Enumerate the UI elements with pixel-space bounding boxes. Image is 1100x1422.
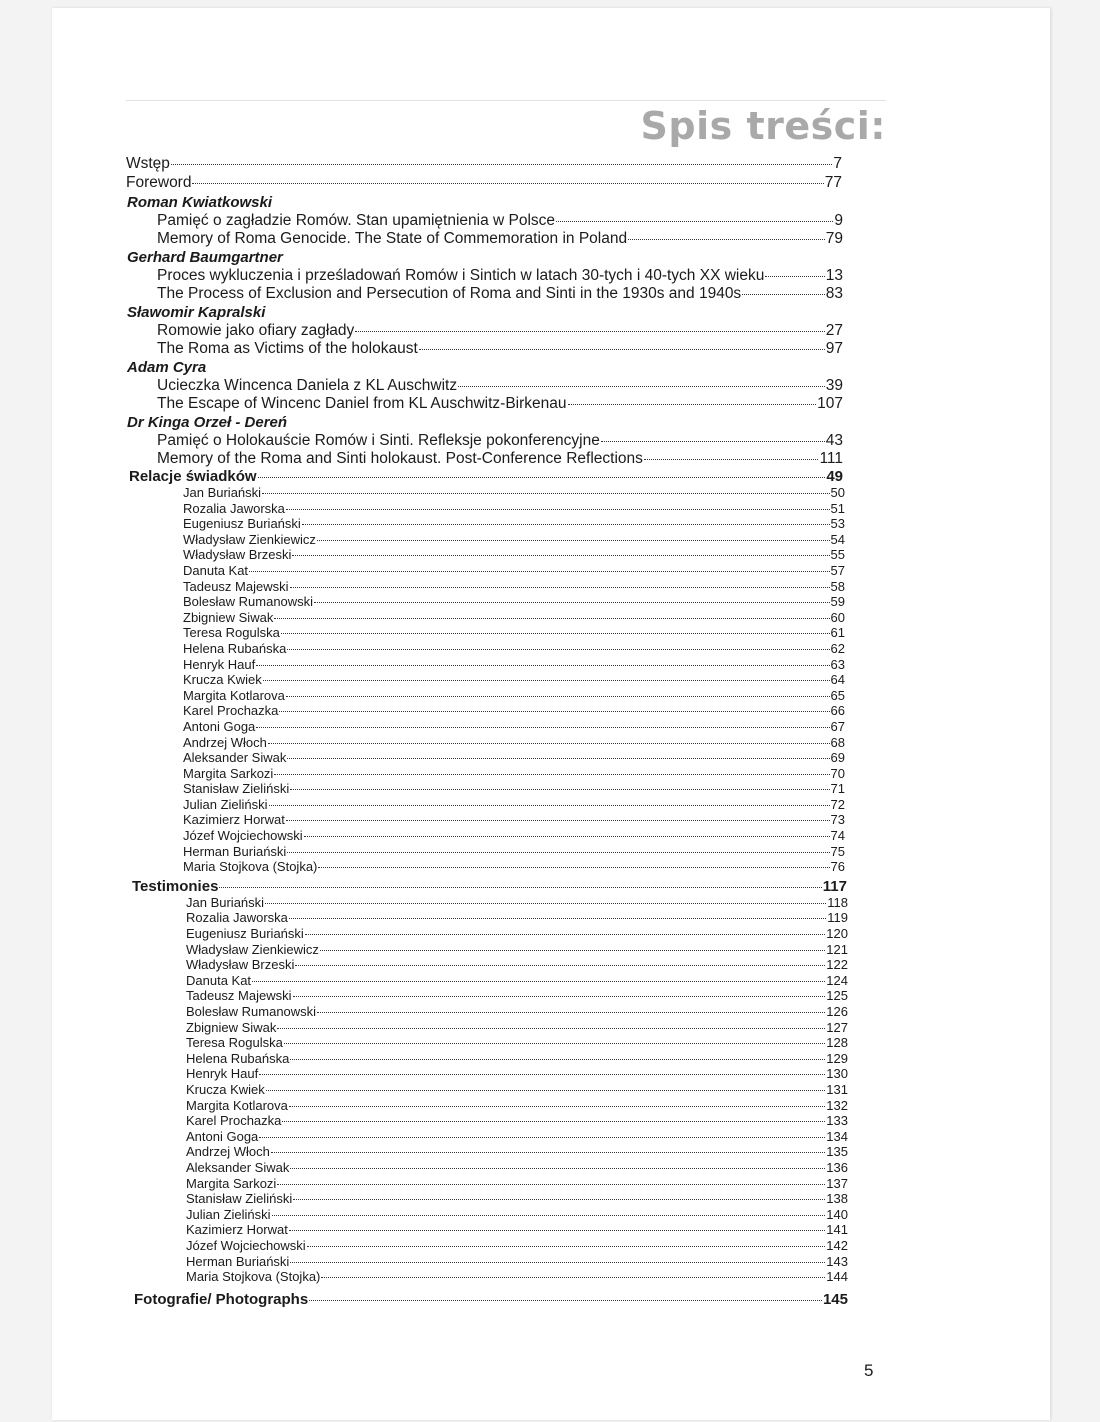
entry-label: Władysław Brzeski (183, 547, 292, 563)
dot-leader (277, 1028, 825, 1029)
toc-subentry (186, 1269, 848, 1285)
toc-subentry (183, 703, 845, 719)
entry-label: Herman Buriański (186, 1253, 290, 1269)
entry-page: 120 (826, 926, 848, 942)
entry-page: 61 (830, 625, 845, 641)
entry-label: Eugeniusz Buriański (183, 516, 301, 532)
entry-label: Tadeusz Majewski (186, 988, 292, 1004)
toc-subentry (186, 988, 848, 1004)
entry-label: Władysław Brzeski (186, 957, 295, 973)
entry-page: 135 (826, 1144, 848, 1160)
dot-leader (289, 918, 826, 919)
entry-page: 129 (826, 1050, 848, 1066)
toc-entry (126, 154, 842, 173)
page-title: Spis treści: (640, 104, 886, 148)
entry-page: 128 (826, 1035, 848, 1051)
dot-leader (289, 1230, 825, 1231)
toc-section-photographs (134, 1291, 848, 1308)
section-page: 117 (822, 877, 847, 895)
entry-page: 77 (824, 174, 842, 191)
entry-page: 126 (826, 1004, 848, 1019)
entry-label: Tadeusz Majewski (183, 578, 289, 594)
toc-subentry (186, 1176, 848, 1192)
entry-label: Józef Wojciechowski (186, 1237, 306, 1253)
toc-subentry (186, 1082, 848, 1098)
section-label: Fotografie/ Photographs (134, 1290, 309, 1308)
toc-entry (157, 377, 843, 395)
entry-page: 58 (830, 578, 845, 594)
dot-leader (272, 1215, 826, 1216)
toc-subentry (186, 910, 848, 926)
toc-subentry (183, 641, 845, 657)
entry-page: 66 (830, 703, 845, 719)
dot-leader (302, 524, 830, 525)
entry-label: Stanisław Zieliński (186, 1191, 293, 1207)
dot-leader (262, 493, 829, 494)
toc-subentry (183, 828, 845, 844)
entry-label: Danuta Kat (183, 562, 249, 578)
dot-leader (266, 1090, 826, 1091)
dot-leader (252, 981, 825, 982)
dot-leader (568, 404, 817, 405)
dot-leader (287, 649, 829, 650)
dot-leader (287, 758, 829, 759)
toc-subentry (186, 957, 848, 973)
entry-page: 134 (826, 1128, 848, 1144)
entry-label: The Process of Exclusion and Persecution of Roma and Sinti in the 1930s and 1940s (157, 284, 742, 302)
dot-leader (317, 540, 830, 541)
toc-entry (157, 285, 843, 303)
dot-leader (219, 887, 821, 888)
dot-leader (556, 221, 833, 222)
toc-subentry (183, 532, 845, 548)
entry-page: 136 (826, 1159, 848, 1175)
entry-page: 60 (830, 609, 845, 625)
testimonies-list (0, 895, 1100, 1285)
entry-label: Zbigniew Siwak (186, 1019, 277, 1035)
dot-leader (644, 459, 819, 460)
entry-page: 127 (826, 1019, 848, 1035)
entry-page: 54 (830, 531, 845, 547)
entry-page: 70 (830, 765, 845, 781)
dot-leader (290, 1262, 825, 1263)
dot-leader (292, 555, 829, 556)
dot-leader (259, 1074, 825, 1075)
toc-entry (157, 340, 843, 358)
toc-subentry (183, 547, 845, 563)
entry-page: 121 (826, 941, 848, 957)
author-name: Dr Kinga Orzeł - Dereń (127, 414, 288, 431)
entry-page: 75 (830, 843, 845, 859)
top-divider (126, 100, 886, 101)
entry-label: Memory of the Roma and Sinti holokaust. Post-Conference Reflections (157, 449, 643, 467)
entry-label: Zbigniew Siwak (183, 609, 274, 625)
dot-leader (256, 665, 829, 666)
toc-subentry (186, 1238, 848, 1254)
toc-subentry (183, 563, 845, 579)
dot-leader (290, 1168, 825, 1169)
dot-leader (458, 386, 825, 387)
toc-section-testimonies (132, 878, 847, 895)
dot-leader (286, 509, 830, 510)
entry-page: 118 (827, 894, 848, 910)
dot-leader (419, 349, 825, 350)
dot-leader (282, 1121, 825, 1122)
dot-leader (317, 1012, 825, 1013)
entry-page: 83 (825, 284, 843, 302)
dot-leader (290, 1059, 825, 1060)
toc-subentry (183, 516, 845, 532)
entry-label: Antoni Goga (183, 718, 256, 734)
entry-label: Kazimierz Horwat (183, 812, 285, 828)
dot-leader (268, 743, 830, 744)
entry-page: 132 (826, 1097, 848, 1113)
entry-page: 63 (830, 656, 845, 672)
dot-leader (628, 239, 825, 240)
dot-leader (321, 1277, 825, 1278)
toc-subentry (183, 844, 845, 860)
entry-label: Herman Buriański (183, 843, 287, 859)
entry-page: 141 (826, 1222, 848, 1238)
toc-subentry (183, 672, 845, 688)
author-name: Sławomir Kapralski (127, 304, 266, 321)
toc-subentry (186, 1160, 848, 1176)
entry-page: 69 (830, 750, 845, 766)
toc-subentry (183, 735, 845, 751)
entry-label: Jan Buriański (186, 894, 265, 910)
toc-entry (157, 267, 843, 285)
dot-leader (256, 727, 829, 728)
toc-subentry (183, 688, 845, 704)
dot-leader (269, 805, 830, 806)
entry-label: Józef Wojciechowski (183, 828, 303, 844)
toc-subentry (183, 797, 845, 813)
entry-label: Krucza Kwiek (183, 672, 262, 688)
toc-subentry (186, 1144, 848, 1160)
entry-label: Jan Buriański (183, 485, 262, 500)
entry-page: 62 (830, 640, 845, 656)
dot-leader (274, 774, 829, 775)
toc-subentry (183, 781, 845, 797)
toc-subentry (186, 1004, 848, 1020)
entry-label: Margita Sarkozi (186, 1175, 277, 1191)
entry-label: Władysław Zienkiewicz (186, 941, 319, 957)
entry-label: Margita Kotlarova (183, 687, 285, 703)
dot-leader (742, 294, 825, 295)
dot-leader (307, 1246, 826, 1247)
entry-label: Maria Stojkova (Stojka) (183, 859, 318, 875)
entry-label: Margita Kotlarova (186, 1097, 288, 1113)
toc-entry (157, 450, 843, 468)
entry-page: 55 (830, 547, 845, 563)
dot-leader (305, 934, 826, 935)
dot-leader (249, 571, 829, 572)
entry-label: Stanisław Zieliński (183, 781, 290, 797)
dot-leader (318, 867, 829, 868)
dot-leader (259, 1137, 825, 1138)
entry-page: 125 (826, 988, 848, 1004)
toc-entry (157, 395, 843, 413)
dot-leader (601, 441, 825, 442)
dot-leader (258, 477, 826, 478)
entry-label: Maria Stojkova (Stojka) (186, 1269, 321, 1285)
entry-page: 131 (826, 1081, 848, 1097)
entry-page: 74 (830, 828, 845, 844)
dot-leader (265, 903, 826, 904)
author-name: Gerhard Baumgartner (127, 249, 283, 266)
toc-subentry (183, 766, 845, 782)
author-name: Adam Cyra (127, 359, 207, 376)
toc-subentry (186, 973, 848, 989)
entry-label: Karel Prochazka (183, 703, 279, 719)
dot-leader (290, 789, 829, 790)
entry-label: Proces wykluczenia i prześladowań Romów i Sintich w latach 30-tych i 40-tych XX wieku (157, 267, 765, 284)
intro-block (0, 154, 1100, 192)
entry-label: Helena Rubańska (183, 640, 287, 656)
dot-leader (287, 852, 829, 853)
entry-page: 79 (825, 229, 843, 247)
dot-leader (765, 276, 824, 277)
dot-leader (271, 1152, 825, 1153)
toc-subentry (186, 1129, 848, 1145)
dot-leader (281, 633, 830, 634)
entry-label: Teresa Rogulska (186, 1035, 283, 1051)
entry-label: Władysław Zienkiewicz (183, 531, 316, 547)
toc-subentry (183, 579, 845, 595)
entry-page: 51 (830, 500, 845, 516)
entry-page: 73 (830, 812, 845, 828)
entry-label: Bolesław Rumanowski (186, 1004, 317, 1019)
section-page: 49 (826, 468, 843, 485)
entry-label: Memory of Roma Genocide. The State of Commemoration in Poland (157, 229, 628, 247)
entry-label: Foreword (126, 174, 192, 191)
entry-page: 137 (826, 1175, 848, 1191)
section-label: Testimonies (132, 877, 219, 895)
relacje-list (0, 485, 1100, 875)
toc-subentry (183, 610, 845, 626)
entry-label: Kazimierz Horwat (186, 1222, 288, 1238)
entry-label: Rozalia Jaworska (186, 910, 288, 926)
entry-label: Pamięć o Holokauście Romów i Sinti. Refleksje pokonferencyjne (157, 432, 600, 449)
entry-page: 142 (826, 1237, 848, 1253)
entry-page: 7 (833, 155, 842, 172)
entry-page: 53 (830, 516, 845, 532)
entry-page: 13 (825, 267, 843, 284)
dot-leader (279, 711, 829, 712)
entry-label: Ucieczka Wincenca Daniela z KL Auschwitz (157, 377, 458, 394)
toc-subentry (183, 812, 845, 828)
dot-leader (277, 1184, 825, 1185)
entry-label: Pamięć o zagładzie Romów. Stan upamiętnienia w Polsce (157, 212, 556, 229)
entry-page: 143 (826, 1253, 848, 1269)
entry-label: Henryk Hauf (186, 1066, 259, 1082)
entry-page: 57 (830, 562, 845, 578)
entry-label: Wstęp (126, 155, 170, 172)
section-label: Relacje świadków (129, 468, 257, 485)
toc-subentry (186, 942, 848, 958)
dot-leader (284, 1043, 825, 1044)
toc-subentry (186, 1020, 848, 1036)
toc-entry (157, 212, 843, 230)
entry-page: 71 (830, 781, 845, 797)
entry-label: Karel Prochazka (186, 1113, 282, 1129)
toc-subentry (183, 594, 845, 610)
toc-entry (157, 230, 843, 248)
dot-leader (293, 1199, 825, 1200)
toc-subentry (183, 657, 845, 673)
toc-subentry (186, 1207, 848, 1223)
dot-leader (290, 587, 830, 588)
table-of-contents (0, 154, 1100, 1308)
entry-label: Teresa Rogulska (183, 625, 280, 641)
toc-subentry (186, 1098, 848, 1114)
entry-label: Helena Rubańska (186, 1050, 290, 1066)
entry-page: 133 (826, 1113, 848, 1129)
entry-page: 43 (825, 432, 843, 449)
dot-leader (295, 965, 825, 966)
entry-page: 50 (830, 485, 845, 500)
entry-label: Aleksander Siwak (186, 1159, 290, 1175)
toc-subentry (186, 1113, 848, 1129)
toc-subentry (183, 750, 845, 766)
entry-page: 9 (834, 212, 843, 229)
entry-label: Julian Zieliński (183, 796, 268, 812)
dot-leader (314, 602, 829, 603)
dot-leader (171, 164, 832, 165)
dot-leader (286, 696, 830, 697)
entry-page: 130 (826, 1066, 848, 1082)
entry-page: 68 (830, 734, 845, 750)
entry-label: Henryk Hauf (183, 656, 256, 672)
toc-subentry (183, 501, 845, 517)
toc-entry (157, 432, 843, 450)
entry-label: The Roma as Victims of the holokaust (157, 339, 418, 357)
entry-label: The Escape of Wincenc Daniel from KL Auschwitz-Birkenau (157, 394, 567, 412)
toc-subentry (183, 719, 845, 735)
essays-block (0, 193, 1100, 467)
toc-subentry (186, 1191, 848, 1207)
entry-page: 59 (830, 594, 845, 610)
dot-leader (274, 618, 829, 619)
entry-page: 67 (830, 718, 845, 734)
dot-leader (192, 183, 823, 184)
toc-subentry (186, 1035, 848, 1051)
dot-leader (263, 680, 830, 681)
toc-subentry (186, 1254, 848, 1270)
dot-leader (293, 996, 826, 997)
entry-page: 122 (826, 957, 848, 973)
entry-label: Rozalia Jaworska (183, 500, 285, 516)
toc-subentry (183, 859, 845, 875)
entry-page: 97 (825, 339, 843, 357)
toc-entry (126, 173, 842, 192)
entry-page: 72 (830, 796, 845, 812)
entry-page: 138 (826, 1191, 848, 1207)
dot-leader (355, 331, 824, 332)
toc-subentry (186, 895, 848, 911)
toc-subentry (186, 1066, 848, 1082)
entry-label: Romowie jako ofiary zagłady (157, 322, 355, 339)
toc-entry (157, 322, 843, 340)
entry-page: 111 (819, 449, 843, 467)
dot-leader (304, 836, 830, 837)
entry-label: Krucza Kwiek (186, 1081, 265, 1097)
dot-leader (309, 1300, 822, 1301)
toc-subentry (183, 625, 845, 641)
entry-label: Aleksander Siwak (183, 750, 287, 766)
entry-label: Margita Sarkozi (183, 765, 274, 781)
entry-page: 140 (826, 1206, 848, 1222)
entry-label: Julian Zieliński (186, 1206, 271, 1222)
entry-page: 119 (827, 910, 848, 926)
entry-label: Eugeniusz Buriański (186, 926, 304, 942)
entry-label: Bolesław Rumanowski (183, 594, 314, 610)
page-number: 5 (864, 1361, 874, 1380)
section-page: 145 (822, 1290, 848, 1308)
entry-label: Danuta Kat (186, 972, 252, 988)
entry-label: Antoni Goga (186, 1128, 259, 1144)
author-name: Roman Kwiatkowski (127, 194, 273, 211)
dot-leader (286, 820, 830, 821)
entry-page: 39 (825, 377, 843, 394)
toc-subentry (183, 485, 845, 501)
entry-page: 144 (826, 1269, 848, 1285)
entry-page: 76 (830, 859, 845, 875)
entry-label: Andrzej Włoch (183, 734, 267, 750)
toc-subentry (186, 926, 848, 942)
dot-leader (289, 1106, 825, 1107)
entry-page: 124 (826, 972, 848, 988)
entry-label: Andrzej Włoch (186, 1144, 270, 1160)
entry-page: 27 (825, 322, 843, 339)
dot-leader (320, 950, 825, 951)
entry-page: 107 (817, 394, 843, 412)
toc-subentry (186, 1222, 848, 1238)
entry-page: 64 (830, 672, 845, 688)
toc-section-relacje (129, 468, 843, 485)
entry-page: 65 (830, 687, 845, 703)
toc-subentry (186, 1051, 848, 1067)
